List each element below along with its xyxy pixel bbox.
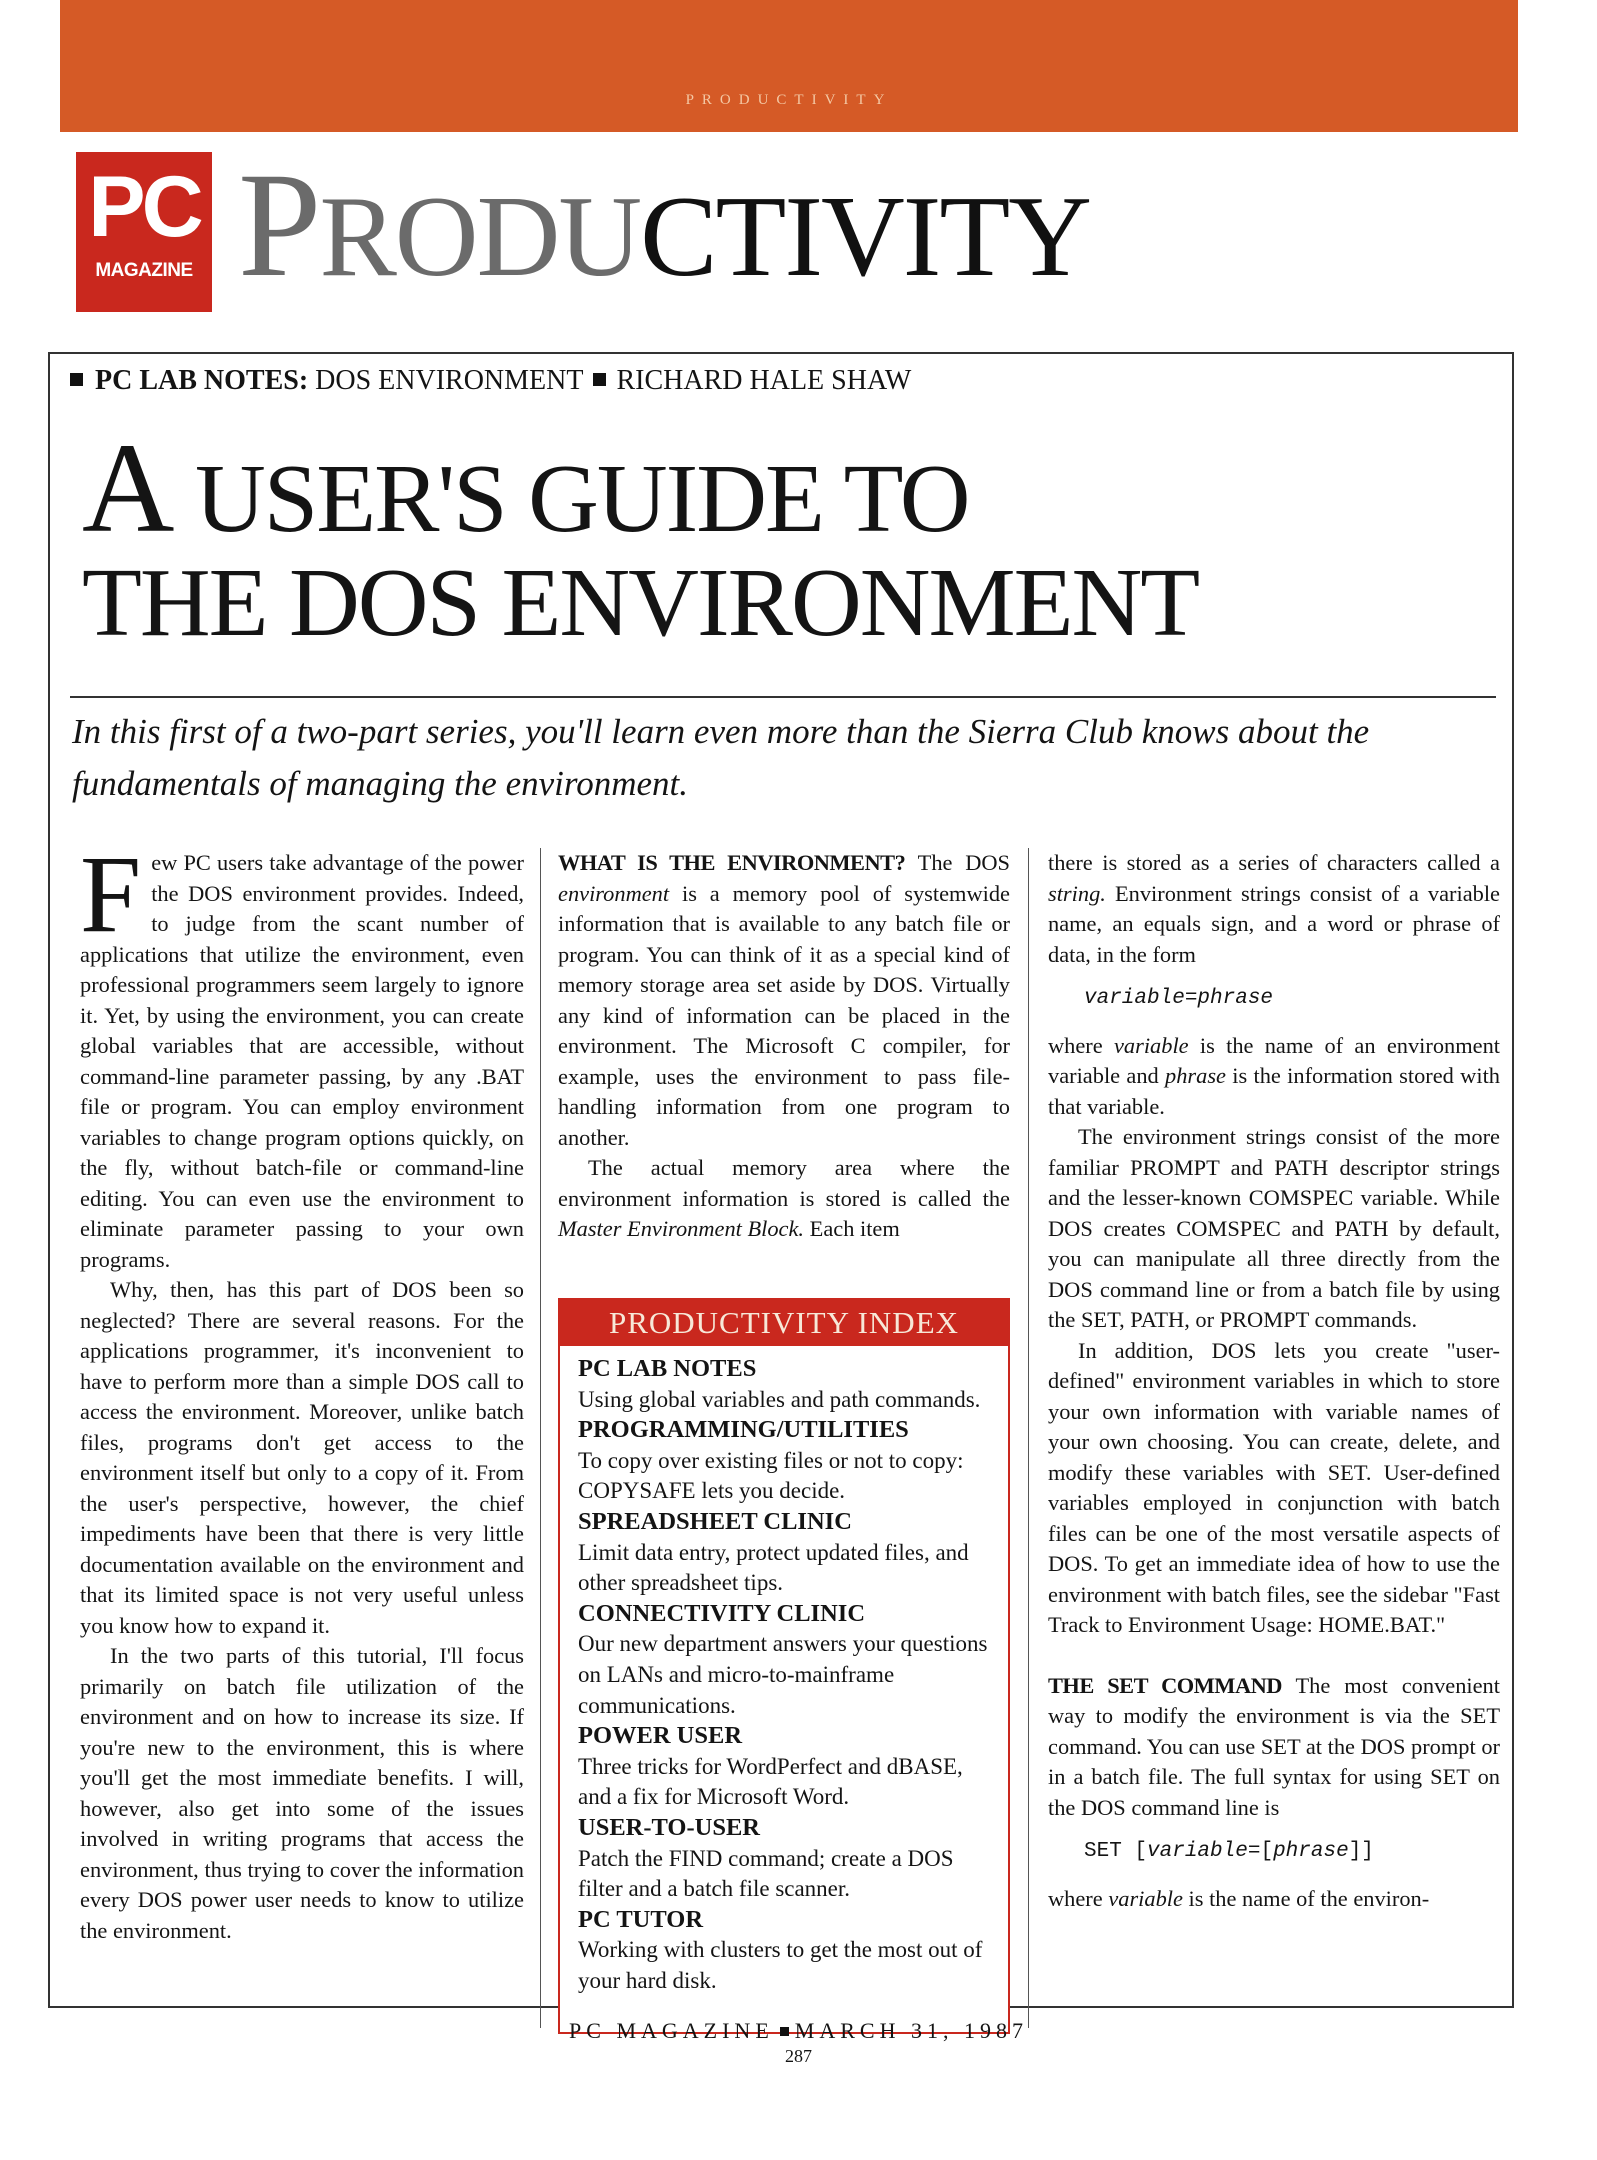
col1-paragraph-3: In the two parts of this tutorial, I'll focus primarily on batch file utilization of the environment and on how to increase its size. If you're new to the environment, this is where you'll get the most immediate benefits. I will, however, also get into some of the issues involved in writing programs that access the environment, thus trying to cover the information every DOS power user needs to know to utilize the environment. (80, 1643, 524, 1943)
index-item-desc: Our new department answers your questions on LANs and micro-to-mainframe communications. (578, 1631, 988, 1718)
term-variable: variable (1113, 1032, 1189, 1058)
masthead-light-part: RODU (319, 173, 641, 301)
code2-b: =[ (1247, 1840, 1274, 1863)
index-item-title: POWER USER (578, 1722, 743, 1750)
term-master-block: Master Environment Block. (558, 1216, 805, 1241)
column-3 (1048, 848, 1500, 1914)
rubric-author: RICHARD HALE SHAW (616, 365, 912, 396)
col3-p6-b: is the name of the environ- (1188, 1885, 1430, 1911)
index-item-desc: Limit data entry, protect updated files, and other spreadsheet tips. (578, 1539, 969, 1596)
code2-c: ]] (1348, 1840, 1374, 1863)
index-item-title: SPREADSHEET CLINIC (578, 1507, 852, 1535)
column-divider (1028, 848, 1029, 2028)
rubric-section: PC LAB NOTES: (95, 365, 309, 396)
article-deck: In this first of a two-part series, you'll learn even more than the Sierra Club knows about the fundamentals of managing the environment. (72, 712, 1370, 803)
code2-phrase: phrase (1273, 1840, 1349, 1863)
index-item-title: CONNECTIVITY CLINIC (578, 1599, 866, 1627)
code2-variable: variable (1147, 1840, 1248, 1863)
runin-head-environment: WHAT IS THE ENVIRONMENT? (558, 850, 906, 875)
index-title: PRODUCTIVITY INDEX (560, 1300, 1008, 1346)
headline-rule (70, 696, 1496, 698)
col2-p1-a: The DOS (917, 850, 1011, 875)
page-number: 287 (785, 2046, 812, 2066)
term-phrase: phrase (1165, 1063, 1226, 1088)
index-item-title: PC TUTOR (578, 1905, 704, 1933)
col3-p1-a: there is stored as a series of characters called a (1048, 850, 1500, 875)
col1-paragraph-1 (80, 833, 524, 1275)
col3-p1-b: Environment strings consist of a variable name, an equals sign, and a word or phrase of data, in the form (1048, 880, 1500, 967)
col1-paragraph-2: Why, then, has this part of DOS been so neglected? There are several reasons. For the applications programmer, it's inconvenient to have to perform more than a simple DOS call to access the environment. Moreover, unlike batch files, programs don't get access to the environment itself but only to a copy of it. From the user's perspective, however, the chief impediments have been that there is very little documentation available on the environment and that its limited space is not very useful unless you know how to expand it. (80, 1277, 524, 1638)
code-example-1 (1084, 984, 1500, 1015)
column-divider (540, 848, 541, 2028)
col2-paragraph-2 (558, 1153, 1010, 1245)
col3-p2-a: where (1048, 1032, 1103, 1058)
index-item-desc: Working with clusters to get the most out of your hard disk. (578, 1937, 983, 1993)
square-bullet-icon (70, 373, 83, 386)
term-environment: environment (558, 880, 670, 906)
square-bullet-icon (780, 2027, 789, 2036)
logo-magazine-text: MAGAZINE (95, 260, 193, 281)
index-list (560, 1346, 1008, 1996)
term-string: string. (1048, 880, 1106, 906)
index-item-desc: Three tricks for WordPerfect and dBASE, and a fix for Microsoft Word. (578, 1753, 963, 1810)
col2-p2-a: The actual memory area where the environment information is stored is called the (558, 1155, 1010, 1211)
index-item-desc: Using global variables and path commands. (578, 1386, 981, 1412)
index-item-title: USER-TO-USER (578, 1813, 760, 1841)
code-variable-phrase: variable=phrase (1084, 987, 1274, 1010)
col2-p1-b: is a memory pool of systemwide information that is available to any batch file or program. You can think of it as a special kind of memory storage area set aside by DOS. Virtually any kind of information can be placed in the environment. The Microsoft C compiler, for example, uses the environment to pass file-handling information from one program to another. (558, 880, 1010, 1150)
headline-initial: A (82, 417, 173, 559)
column-1 (80, 833, 524, 1946)
col3-paragraph-2 (1048, 1031, 1500, 1123)
drop-cap: F (80, 833, 142, 955)
code-example-2 (1084, 1837, 1500, 1868)
rubric-topic: DOS ENVIRONMENT (315, 365, 584, 396)
index-item-desc: Patch the FIND command; create a DOS filter and a batch file scanner. (578, 1845, 954, 1902)
pc-magazine-logo (76, 152, 212, 312)
code2-a: SET [ (1084, 1840, 1148, 1863)
col3-paragraph-3: The environment strings consist of the more familiar PROMPT and PATH descriptor strings and the lesser-known COMSPEC variable. While DOS creates COMSPEC and PATH by default, you can manipulate all three directly from the DOS command line or from a batch file by using the SET, PATH, or PROMPT commands. (1048, 1124, 1500, 1332)
col3-p5-text: The most convenient way to modify the environment is via the SET command. You can use SET at the DOS prompt or in a batch file. The full syntax for using SET on the DOS command line is (1048, 1672, 1500, 1820)
index-item-title: PROGRAMMING/UTILITIES (578, 1416, 909, 1444)
col3-paragraph-6 (1048, 1884, 1500, 1915)
masthead-dark-part: CTIVITY (640, 173, 1091, 301)
footer-date: MARCH 31, 1987 (794, 2018, 1028, 2043)
page-footer (0, 2018, 1597, 2044)
index-item-desc: To copy over existing files or not to copy: COPYSAFE lets you decide. (578, 1447, 964, 1504)
col2-p2-b: Each item (809, 1216, 900, 1241)
headline-line1: USER'S GUIDE TO (194, 445, 969, 553)
col3-p6-a: where (1048, 1885, 1103, 1911)
col3-paragraph-5 (1048, 1671, 1500, 1824)
logo-pc-text: PC (88, 159, 200, 255)
col1-p1-text: ew PC users take advantage of the power the DOS environment provides. Indeed, to judge from the scant number of applications that utilize the environment, even professional programmers seem largely to ignore it. Yet, by using the environment, you can create global variables that are accessible, without command-line parameter passing, by any .BAT file or program. You can employ environment variables to change program options quickly, on the fly, without batch-file or command-line editing. You can even use the environment to eliminate parameter passing to your own programs. (80, 850, 524, 1272)
banner-label: PRODUCTIVITY (685, 92, 893, 108)
col3-paragraph-1 (1048, 848, 1500, 970)
masthead-initial: P (238, 142, 320, 308)
index-item-title: PC LAB NOTES (578, 1355, 757, 1382)
col3-paragraph-4: In addition, DOS lets you create "user-defined" environment variables in which to store your own information with variable names of your own choosing. You can create, delete, and modify these variables with SET. User-defined variables employed in conjunction with batch files can be one of the most versatile aspects of DOS. To get an immediate idea of how to use the environment with batch files, see the sidebar "Fast Track to Environment Usage: HOME.BAT." (1048, 1337, 1500, 1637)
headline-line2: THE DOS ENVIRONMENT (82, 549, 1199, 657)
section-masthead (238, 130, 1090, 332)
article-headline (82, 417, 1482, 657)
col3-p2-c: is the information stored with that variable. (1048, 1063, 1500, 1119)
productivity-index-box (558, 1298, 1010, 2034)
column-2 (558, 848, 1010, 1245)
article-rubric (70, 362, 911, 400)
footer-magazine: PC MAGAZINE (569, 2018, 774, 2043)
runin-head-set-command: THE SET COMMAND (1048, 1672, 1282, 1698)
square-bullet-icon (593, 373, 606, 386)
term-variable-2: variable (1108, 1885, 1183, 1911)
top-banner (60, 0, 1518, 132)
col2-paragraph-1 (558, 848, 1010, 1153)
col3-p2-b: is the name of an environment variable and (1048, 1032, 1500, 1088)
